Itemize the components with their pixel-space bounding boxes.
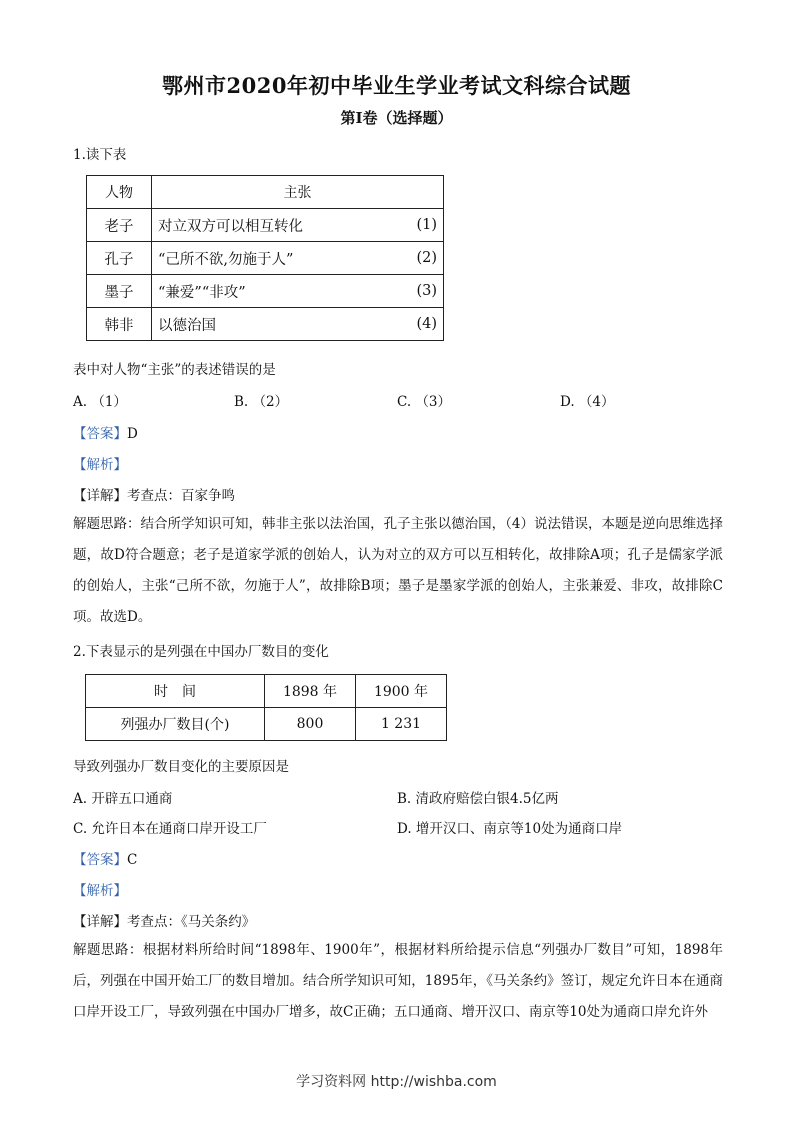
header-person: 人物	[87, 176, 152, 209]
q2-stem: 2.下表显示的是列强在中国办厂数目的变化	[73, 644, 329, 660]
q1-option-b: B. （2）	[234, 394, 289, 410]
cell-num: (4)	[401, 308, 444, 341]
table-header-row	[87, 176, 444, 209]
cell-claim: 对立双方可以相互转化	[152, 209, 402, 242]
cell-num: (1)	[401, 209, 444, 242]
detail-label: 【详解】	[73, 914, 127, 930]
q2-option-a: A. 开辟五口通商	[73, 791, 173, 807]
q1-option-d: D. （4）	[560, 394, 615, 410]
table-row	[87, 209, 444, 242]
cell-claim: 以德治国	[152, 308, 402, 341]
detail-text: 考查点：百家争鸣	[127, 488, 235, 504]
q2-option-d: D. 增开汉口、南京等10处为通商口岸	[397, 821, 623, 837]
table-row	[86, 708, 447, 741]
q2-analysis-label: 【解析】	[73, 883, 127, 899]
q1-reasoning: 解题思路：结合所学知识可知，韩非主张以法治国，孔子主张以德治国，（4）说法错误，本题是逆向思维选择题，故D符合题意；老子是道家学派的创始人，认为对立的双方可以互相转化，故排除A项；孔子是儒家学派的创始人，主张“己所不欲，勿施于人”，故排除B项；墨子是墨家学派的创始人，主张兼爱、非攻，故排除C项。故选D。	[73, 516, 723, 625]
q1-option-c: C. （3）	[397, 394, 452, 410]
page-title: 鄂州市2020年初中毕业生学业考试文科综合试题	[162, 73, 631, 98]
cell-value-1898: 800	[265, 708, 356, 741]
q2-reasoning: 解题思路：根据材料所给时间“1898年、1900年”，根据材料所给提示信息“列强办厂数目”可知，1898年后，列强在中国开始工厂的数目增加。结合所学知识可知，1895年，《马关条约》签订，规定允许日本在通商口岸开设工厂，导致列强在中国办厂增多，故C正确；五口通商、增开汉口、南京等10处为通商口岸允许外	[73, 942, 723, 1020]
q1-answer	[73, 422, 138, 442]
cell-claim: “兼爱”“非攻”	[152, 275, 402, 308]
table-header-row	[86, 675, 447, 708]
table-row	[87, 308, 444, 341]
answer-value: C	[127, 852, 138, 868]
q2-option-b: B. 清政府赔偿白银4.5亿两	[397, 791, 559, 807]
q2-table	[85, 674, 447, 741]
q2-option-c: C. 允许日本在通商口岸开设工厂	[73, 821, 267, 837]
page-footer: 学习资料网 http://wishba.com	[296, 1074, 497, 1090]
cell-head-time: 时 间	[86, 675, 265, 708]
q1-stem: 1.读下表	[73, 147, 127, 163]
cell-head-1900: 1900 年	[356, 675, 447, 708]
q1-table	[86, 175, 444, 341]
cell-person: 孔子	[87, 242, 152, 275]
cell-value-1900: 1 231	[356, 708, 447, 741]
section-title: 第Ⅰ卷（选择题）	[340, 109, 453, 127]
q1-detail	[73, 484, 235, 504]
detail-label: 【详解】	[73, 488, 127, 504]
q2-answer	[73, 848, 137, 868]
cell-num: (2)	[401, 242, 444, 275]
cell-head-1898: 1898 年	[265, 675, 356, 708]
cell-row-label: 列强办厂数目(个)	[86, 708, 265, 741]
header-claim: 主张	[152, 176, 444, 209]
q1-question: 表中对人物“主张”的表述错误的是	[73, 362, 276, 378]
q2-question: 导致列强办厂数目变化的主要原因是	[73, 759, 289, 775]
cell-person: 老子	[87, 209, 152, 242]
cell-person: 墨子	[87, 275, 152, 308]
detail-text: 考查点：《马关条约》	[127, 914, 256, 930]
cell-num: (3)	[401, 275, 444, 308]
q2-detail	[73, 910, 255, 930]
table-row	[87, 275, 444, 308]
answer-value: D	[127, 426, 138, 442]
answer-label: 【答案】	[73, 852, 127, 868]
cell-claim: “己所不欲,勿施于人”	[152, 242, 402, 275]
cell-person: 韩非	[87, 308, 152, 341]
q1-option-a: A. （1）	[73, 394, 127, 410]
q1-analysis-label: 【解析】	[73, 457, 127, 473]
answer-label: 【答案】	[73, 426, 127, 442]
table-row	[87, 242, 444, 275]
